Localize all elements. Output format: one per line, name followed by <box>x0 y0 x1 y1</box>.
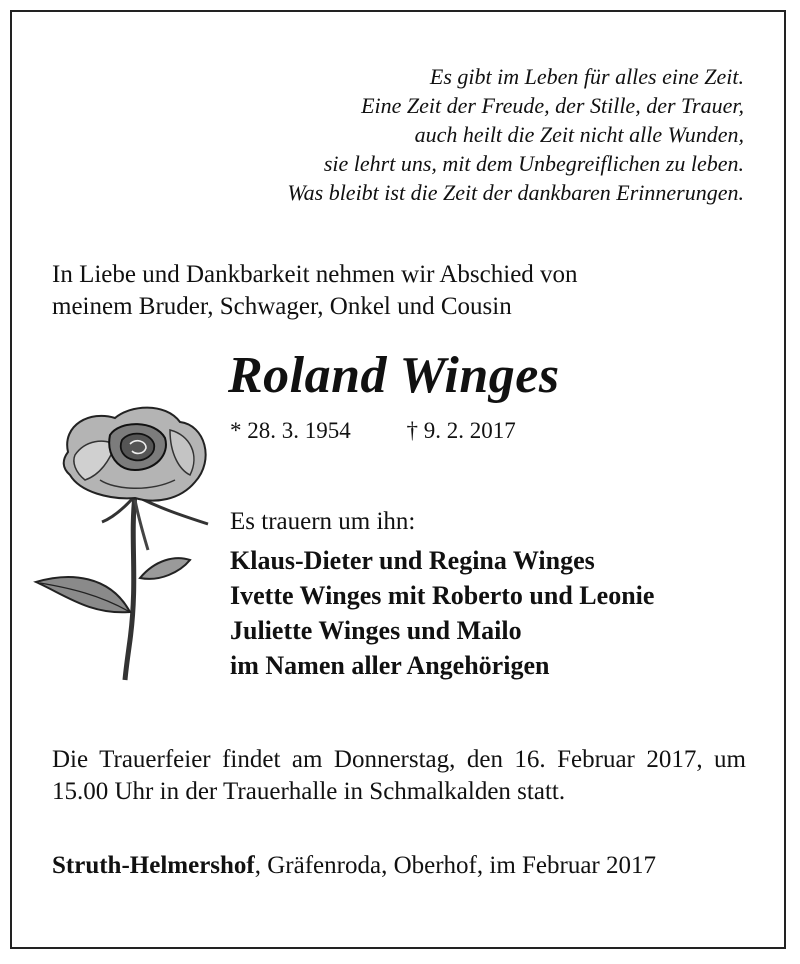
intro-line: In Liebe und Dankbarkeit nehmen wir Abschied von <box>52 261 578 288</box>
place-date <box>52 850 746 882</box>
service-info: Die Trauerfeier findet am Donnerstag, den 16. Februar 2017, um 15.00 Uhr in der Trauerhalle in Schmalkalden statt. <box>52 746 746 805</box>
death-date: † 9. 2. 2017 <box>406 418 516 443</box>
place-rest: , Gräfenroda, Oberhof, im Februar 2017 <box>254 852 657 879</box>
poem <box>287 62 744 207</box>
mourner-line: Juliette Winges und Mailo <box>230 616 522 645</box>
poem-line: Es gibt im Leben für alles eine Zeit. <box>429 64 744 89</box>
mourner-line: Ivette Winges mit Roberto und Leonie <box>230 581 655 610</box>
deceased-name: Roland Winges <box>228 347 560 404</box>
mourners-heading: Es trauern um ihn: <box>230 508 416 535</box>
birth-date: * 28. 3. 1954 <box>230 418 351 443</box>
mourner-line: im Namen aller Angehörigen <box>230 651 550 680</box>
rose-icon <box>30 400 220 685</box>
poem-line: auch heilt die Zeit nicht alle Wunden, <box>414 122 744 147</box>
place-main: Struth-Helmershof <box>52 852 255 879</box>
life-dates <box>230 418 516 444</box>
poem-line: Was bleibt ist die Zeit der dankbaren Erinnerungen. <box>287 180 744 205</box>
mourners-list <box>230 543 654 683</box>
poem-line: sie lehrt uns, mit dem Unbegreiflichen zu leben. <box>323 151 744 176</box>
poem-line: Eine Zeit der Freude, der Stille, der Trauer, <box>361 93 744 118</box>
intro-line: meinem Bruder, Schwager, Onkel und Cousin <box>52 293 512 320</box>
intro-text <box>52 259 578 323</box>
mourner-line: Klaus-Dieter und Regina Winges <box>230 546 595 575</box>
